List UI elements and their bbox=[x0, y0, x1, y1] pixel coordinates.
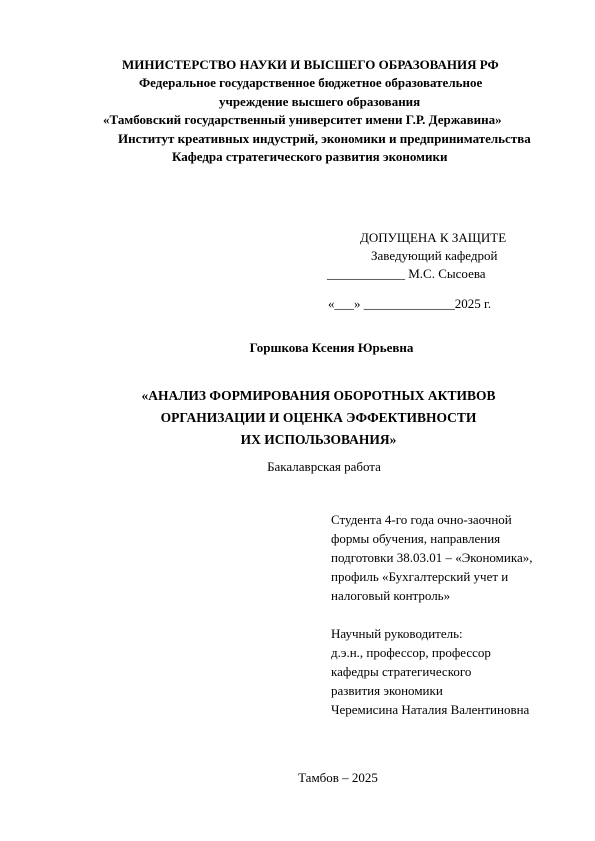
supervisor-info-line: развития экономики bbox=[331, 683, 443, 698]
student-supervisor-info bbox=[331, 510, 591, 719]
student-info-line: подготовки 38.03.01 – «Экономика», bbox=[331, 550, 533, 565]
department-line: Кафедра стратегического развития экономики bbox=[172, 149, 448, 165]
admission-date-line: «___» ______________2025 г. bbox=[328, 296, 492, 311]
student-info-line: профиль «Бухгалтерский учет и bbox=[331, 569, 509, 584]
thesis-title bbox=[0, 385, 595, 451]
thesis-title-line: «АНАЛИЗ ФОРМИРОВАНИЯ ОБОРОТНЫХ АКТИВОВ bbox=[141, 388, 496, 403]
city-year-footer: Тамбов – 2025 bbox=[298, 770, 378, 785]
author-name: Горшкова Ксения Юрьевна bbox=[249, 340, 414, 355]
institution-type-line: Федеральное государственное бюджетное образовательное bbox=[139, 75, 483, 91]
supervisor-info-line: Научный руководитель: bbox=[331, 626, 463, 641]
admission-role: Заведующий кафедрой bbox=[371, 248, 498, 263]
admission-signature-line: ____________ М.С. Сысоева bbox=[327, 266, 486, 281]
admission-status: ДОПУЩЕНА К ЗАЩИТЕ bbox=[360, 230, 507, 245]
supervisor-info-line: кафедры стратегического bbox=[331, 664, 472, 679]
supervisor-info-line: д.э.н., профессор, профессор bbox=[331, 645, 491, 660]
institute-line: Институт креативных индустрий, экономики и предпринимательства bbox=[118, 130, 531, 146]
institution-level-line: учреждение высшего образования bbox=[219, 93, 421, 109]
thesis-title-line: ОРГАНИЗАЦИИ И ОЦЕНКА ЭФФЕКТИВНОСТИ bbox=[160, 410, 477, 425]
work-type: Бакалаврская работа bbox=[267, 459, 381, 474]
admission-block bbox=[300, 229, 550, 313]
student-info-line: Студента 4-го года очно-заочной bbox=[331, 512, 512, 527]
student-info-line: формы обучения, направления bbox=[331, 531, 501, 546]
ministry-line: МИНИСТЕРСТВО НАУКИ И ВЫСШЕГО ОБРАЗОВАНИЯ РФ bbox=[122, 57, 499, 72]
supervisor-name: Черемисина Наталия Валентиновна bbox=[331, 702, 530, 717]
university-name-line: «Тамбовский государственный университет имени Г.Р. Державина» bbox=[103, 112, 502, 128]
spacer bbox=[331, 605, 591, 624]
institution-header bbox=[60, 56, 595, 166]
student-info-line: налоговый контроль» bbox=[331, 588, 451, 603]
thesis-title-line: ИХ ИСПОЛЬЗОВАНИЯ» bbox=[240, 432, 397, 447]
